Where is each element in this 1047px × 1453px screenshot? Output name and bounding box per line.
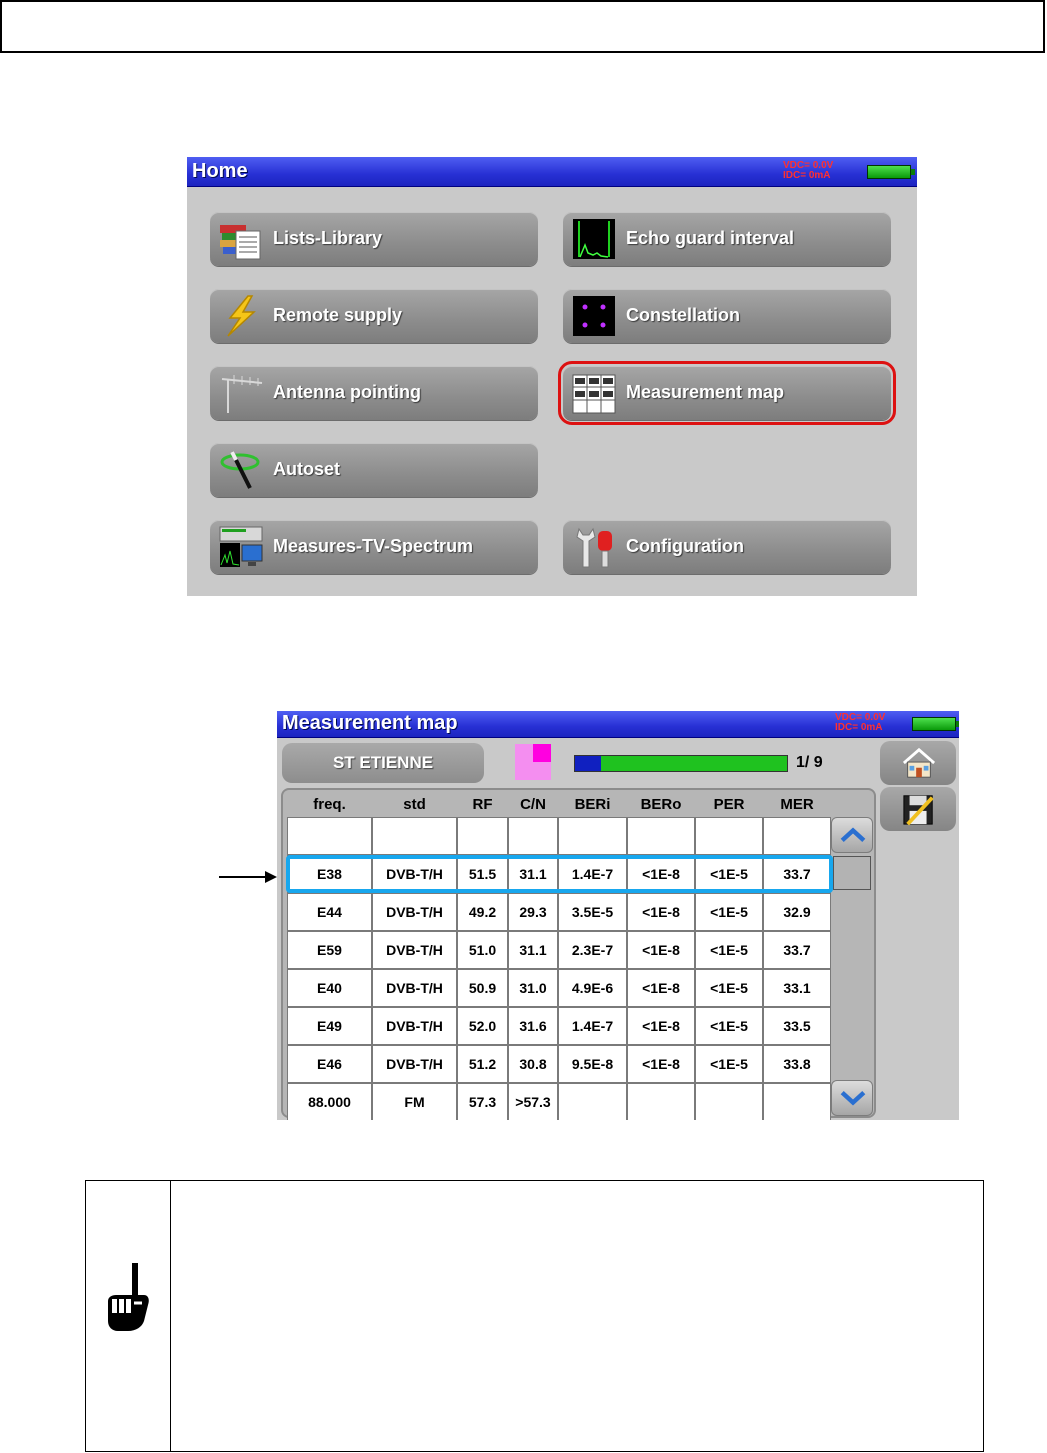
column-header: RF [472, 796, 493, 813]
menu-measures-tv-spectrum-button[interactable] [210, 520, 538, 574]
constellation-icon [571, 294, 617, 338]
chevron-down-icon [839, 1089, 867, 1107]
scrollbar-thumb[interactable] [833, 856, 871, 890]
table-cell[interactable]: <1E-5 [695, 855, 763, 893]
table-cell[interactable]: 1.4E-7 [558, 1007, 627, 1045]
floppy-pencil-icon [900, 792, 938, 826]
table-cell[interactable]: 31.1 [508, 855, 558, 893]
progress-text: 1/ 9 [796, 754, 823, 771]
table-cell[interactable]: <1E-5 [695, 931, 763, 969]
table-cell[interactable]: 88.000 [287, 1083, 372, 1120]
selected-row-highlight [286, 855, 833, 893]
table-cell[interactable] [627, 1083, 695, 1120]
menu-label: Echo guard interval [626, 228, 795, 248]
table-cell[interactable]: DVB-T/H [372, 931, 457, 969]
table-cell[interactable] [558, 817, 627, 855]
home-button[interactable] [880, 741, 956, 785]
table-cell[interactable] [695, 817, 763, 855]
table-cell[interactable]: DVB-T/H [372, 855, 457, 893]
antenna-icon [218, 371, 264, 415]
table-cell[interactable]: E38 [287, 855, 372, 893]
home-title-bar [187, 157, 917, 187]
table-cell[interactable] [763, 817, 831, 855]
location-button[interactable] [282, 743, 484, 783]
measurement-table-panel [281, 788, 876, 1118]
table-cell[interactable]: <1E-8 [627, 969, 695, 1007]
battery-icon [912, 717, 956, 731]
scroll-up-button[interactable] [831, 817, 873, 853]
table-cell[interactable]: 33.7 [763, 931, 831, 969]
table-cell[interactable]: DVB-T/H [372, 969, 457, 1007]
table-cell[interactable]: DVB-T/H [372, 893, 457, 931]
table-cell[interactable]: 52.0 [457, 1007, 508, 1045]
table-cell[interactable]: FM [372, 1083, 457, 1120]
table-cell[interactable]: 33.1 [763, 969, 831, 1007]
column-header: C/N [520, 796, 546, 813]
table-cell[interactable]: 33.8 [763, 1045, 831, 1083]
table-cell[interactable]: <1E-5 [695, 1007, 763, 1045]
wrench-icon [571, 525, 617, 569]
column-header: std [403, 796, 426, 813]
table-cell[interactable]: 4.9E-6 [558, 969, 627, 1007]
menu-label: Autoset [273, 459, 340, 479]
table-cell[interactable]: 9.5E-8 [558, 1045, 627, 1083]
scroll-down-button[interactable] [831, 1080, 873, 1116]
lightning-icon [218, 294, 264, 338]
menu-label: Configuration [626, 536, 744, 556]
table-cell[interactable] [627, 817, 695, 855]
column-header: BERi [574, 796, 611, 813]
menu-measurement-map-button[interactable] [563, 366, 891, 420]
table-cell[interactable]: <1E-5 [695, 893, 763, 931]
measurement-title: Measurement map [282, 712, 458, 734]
column-header: freq. [313, 796, 346, 813]
menu-lists-library-button[interactable] [210, 212, 538, 266]
power-readout: VDC= 0.0V IDC= 0mA [835, 712, 886, 733]
table-cell[interactable]: <1E-5 [695, 1045, 763, 1083]
note-box [85, 1180, 984, 1452]
table-cell[interactable]: 31.0 [508, 969, 558, 1007]
menu-label: Remote supply [273, 305, 403, 325]
menu-antenna-pointing-button[interactable] [210, 366, 538, 420]
table-cell[interactable]: DVB-T/H [372, 1045, 457, 1083]
progress-start-segment [575, 756, 601, 771]
measurement-grid-icon [571, 371, 617, 415]
table-cell[interactable]: E46 [287, 1045, 372, 1083]
table-cell[interactable]: 51.2 [457, 1045, 508, 1083]
table-cell[interactable]: 30.8 [508, 1045, 558, 1083]
table-cell[interactable]: <1E-8 [627, 855, 695, 893]
table-cell[interactable]: 1.4E-7 [558, 855, 627, 893]
menu-label: Lists-Library [273, 228, 383, 248]
menu-label: Antenna pointing [273, 382, 421, 402]
menu-autoset-button[interactable] [210, 443, 538, 497]
menu-remote-supply-button[interactable] [210, 289, 538, 343]
save-button[interactable] [880, 787, 956, 831]
table-cell[interactable] [508, 817, 558, 855]
location-label: ST ETIENNE [332, 753, 434, 772]
measurement-title-bar [277, 711, 959, 738]
table-cell[interactable]: 33.5 [763, 1007, 831, 1045]
table-cell[interactable]: <1E-8 [627, 931, 695, 969]
table-cell[interactable]: 49.2 [457, 893, 508, 931]
books-icon [218, 217, 264, 261]
table-cell[interactable]: <1E-8 [627, 1045, 695, 1083]
table-cell[interactable]: 2.3E-7 [558, 931, 627, 969]
menu-configuration-button[interactable] [563, 520, 891, 574]
table-cell[interactable]: <1E-8 [627, 1007, 695, 1045]
table-cell[interactable] [695, 1083, 763, 1120]
table-cell[interactable]: 31.1 [508, 931, 558, 969]
table-cell[interactable] [372, 817, 457, 855]
home-title: Home [192, 160, 248, 182]
column-header: BERo [640, 796, 682, 813]
table-cell[interactable] [763, 1083, 831, 1120]
menu-label: Measures-TV-Spectrum [273, 536, 474, 556]
house-icon [900, 746, 938, 780]
menu-label: Constellation [626, 305, 741, 325]
table-cell[interactable]: E40 [287, 969, 372, 1007]
measurement-map-screen [277, 711, 959, 1120]
table-cell[interactable]: <1E-5 [695, 969, 763, 1007]
chevron-up-icon [839, 826, 867, 844]
table-cell[interactable]: >57.3 [508, 1083, 558, 1120]
table-cell[interactable]: E44 [287, 893, 372, 931]
column-header: PER [713, 796, 745, 813]
table-cell[interactable]: 33.7 [763, 855, 831, 893]
activity-indicator-icon [515, 744, 551, 780]
menu-label: Measurement map [626, 382, 785, 402]
table-cell[interactable]: 29.3 [508, 893, 558, 931]
top-header-frame [0, 0, 1045, 53]
progress-bar [574, 755, 788, 772]
pointing-hand-icon [104, 1261, 152, 1333]
battery-icon [867, 165, 911, 179]
table-cell[interactable]: 51.0 [457, 931, 508, 969]
table-cell[interactable]: 50.9 [457, 969, 508, 1007]
echo-chart-icon [571, 217, 617, 261]
table-cell[interactable] [558, 1083, 627, 1120]
power-readout: VDC= 0.0V IDC= 0mA [783, 160, 834, 181]
table-cell[interactable]: 57.3 [457, 1083, 508, 1120]
column-header: MER [780, 796, 814, 813]
table-cell[interactable]: DVB-T/H [372, 1007, 457, 1045]
spectrum-tv-icon [218, 525, 264, 569]
table-cell[interactable]: <1E-8 [627, 893, 695, 931]
table-cell[interactable] [287, 817, 372, 855]
table-cell[interactable]: 31.6 [508, 1007, 558, 1045]
progress-fill [601, 756, 787, 771]
table-cell[interactable]: 32.9 [763, 893, 831, 931]
autoset-wand-icon [218, 448, 264, 492]
table-cell[interactable]: 51.5 [457, 855, 508, 893]
table-cell[interactable]: E49 [287, 1007, 372, 1045]
table-cell[interactable]: E59 [287, 931, 372, 969]
home-screen [187, 157, 917, 596]
menu-constellation-button[interactable] [563, 289, 891, 343]
menu-echo-guard-interval-button[interactable] [563, 212, 891, 266]
table-cell[interactable] [457, 817, 508, 855]
table-cell[interactable]: 3.5E-5 [558, 893, 627, 931]
pointer-arrow-icon [219, 869, 279, 885]
